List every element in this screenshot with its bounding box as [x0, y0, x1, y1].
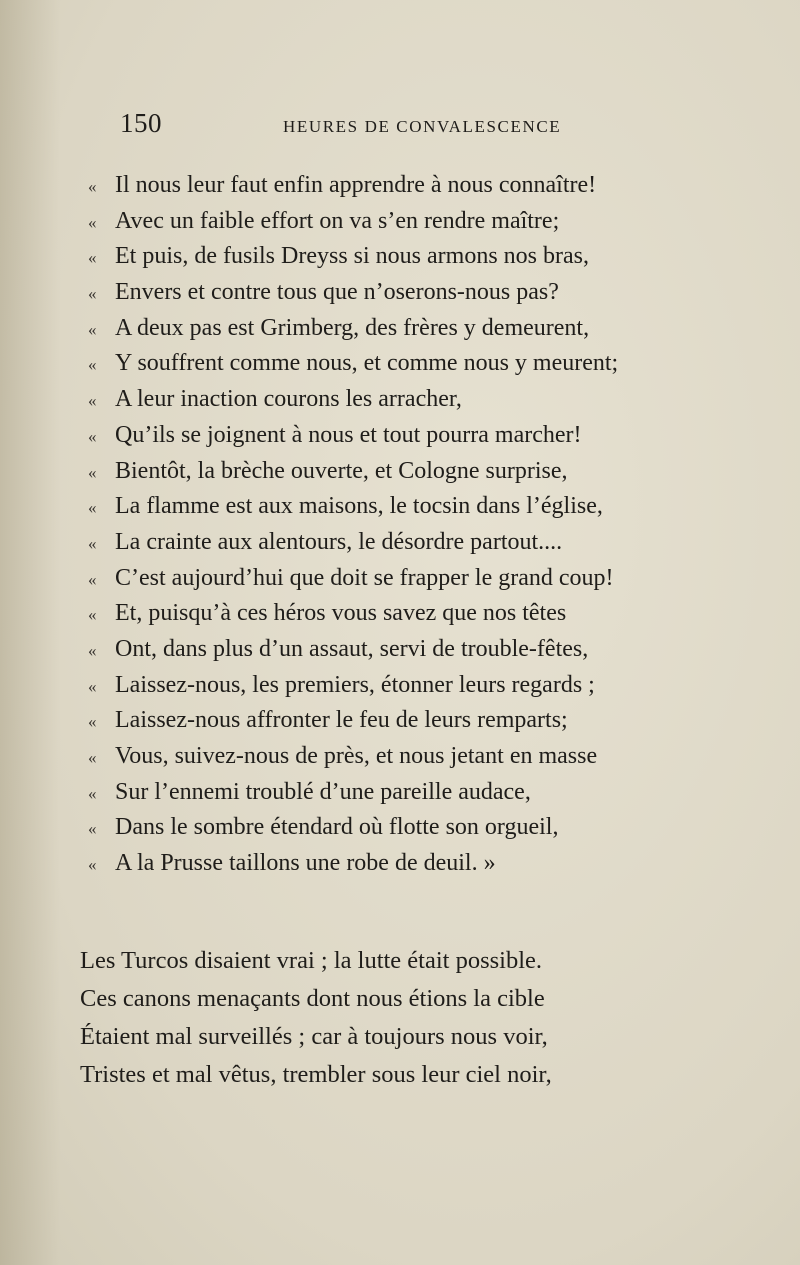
quote-mark: «: [88, 284, 97, 304]
quote-mark: «: [88, 605, 97, 625]
quote-mark: «: [88, 498, 97, 518]
verse-text: A la Prusse taillons une robe de deuil. »: [115, 850, 496, 877]
stanza-line: Tristes et mal vêtus, trembler sous leur ciel noir,: [80, 1061, 552, 1088]
verse-line: [88, 382, 728, 418]
verse-line: [88, 739, 728, 775]
quoted-verse-block: [88, 168, 728, 882]
quote-mark: «: [88, 319, 97, 339]
verse-text: Vous, suivez-nous de près, et nous jetant en masse: [115, 743, 598, 769]
verse-line: [88, 239, 728, 275]
verse-text: C’est aujourd’hui que doit se frapper le grand coup!: [115, 564, 614, 591]
verse-text: Sur l’ennemi troublé d’une pareille audace,: [115, 778, 531, 805]
verse-line: [88, 810, 728, 846]
quote-mark: «: [88, 855, 97, 875]
quote-mark: «: [88, 212, 97, 232]
verse-text: Dans le sombre étendard où flotte son orgueil,: [115, 814, 559, 841]
verse-line: [88, 632, 728, 668]
verse-line: [88, 775, 728, 811]
quote-mark: «: [88, 391, 97, 411]
quote-mark: «: [88, 819, 97, 839]
page-number: 150: [120, 108, 162, 138]
stanza-line: Les Turcos disaient vrai ; la lutte était possible.: [80, 947, 543, 974]
verse-line: [88, 204, 728, 240]
verse-text: A leur inaction courons les arracher,: [115, 386, 462, 413]
verse-line: [88, 668, 728, 704]
stanza-line: Ces canons menaçants dont nous étions la cible: [80, 985, 545, 1012]
quote-mark: «: [88, 712, 97, 732]
verse-line: [88, 275, 728, 311]
verse-line: [88, 311, 728, 347]
quote-mark: «: [88, 177, 97, 196]
quote-mark: «: [88, 426, 97, 446]
verse-text: La flamme est aux maisons, le tocsin dans l’église,: [115, 493, 603, 520]
quote-mark: «: [88, 462, 97, 482]
quote-mark: «: [88, 248, 97, 268]
verse-line: [88, 561, 728, 597]
verse-text: Y souffrent comme nous, et comme nous y meurent;: [115, 350, 619, 377]
quote-mark: «: [88, 533, 97, 553]
verse-text: Avec un faible effort on va s’en rendre maître;: [115, 207, 560, 234]
quote-mark: «: [88, 676, 97, 696]
quote-mark: «: [88, 355, 97, 375]
narrative-stanza: [80, 942, 740, 1094]
verse-text: Laissez-nous affronter le feu de leurs remparts;: [115, 707, 568, 734]
running-title: HEURES DE CONVALESCENCE: [283, 117, 562, 136]
verse-text: Bientôt, la brèche ouverte, et Cologne surprise,: [115, 457, 568, 484]
verse-line: [88, 846, 728, 882]
verse-line: [88, 525, 728, 561]
quote-mark: «: [88, 569, 97, 589]
verse-line: [88, 596, 728, 632]
verse-line: [88, 418, 728, 454]
quote-mark: «: [88, 748, 97, 767]
verse-text: Il nous leur faut enfin apprendre à nous connaître!: [115, 172, 597, 198]
page-header: [120, 108, 720, 148]
verse-text: Laissez-nous, les premiers, étonner leurs regards ;: [115, 671, 595, 698]
verse-line: [88, 489, 728, 525]
verse-line: [88, 168, 728, 204]
quote-mark: «: [88, 640, 97, 660]
verse-line: [88, 703, 728, 739]
verse-text: Ont, dans plus d’un assaut, servi de trouble-fêtes,: [115, 635, 589, 662]
verse-line: [88, 454, 728, 490]
verse-line: [88, 346, 728, 382]
verse-text: Et puis, de fusils Dreyss si nous armons nos bras,: [115, 243, 589, 270]
verse-text: A deux pas est Grimberg, des frères y demeurent,: [115, 314, 590, 341]
verse-text: Et, puisqu’à ces héros vous savez que nos têtes: [115, 600, 567, 627]
stanza-line: Étaient mal surveillés ; car à toujours nous voir,: [80, 1023, 548, 1050]
verse-text: Envers et contre tous que n’oserons-nous pas?: [115, 279, 559, 306]
verse-text: La crainte aux alentours, le désordre partout....: [115, 528, 563, 555]
verse-text: Qu’ils se joignent à nous et tout pourra marcher!: [115, 421, 582, 448]
quote-mark: «: [88, 783, 97, 803]
